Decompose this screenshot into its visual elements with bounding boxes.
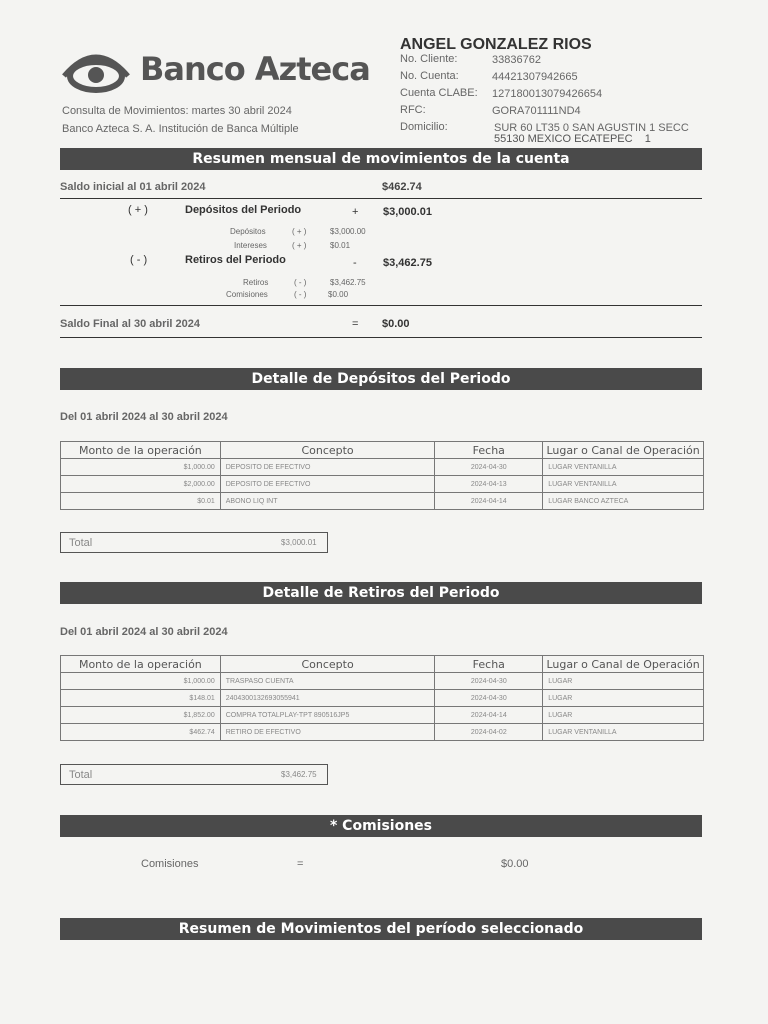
saldo-inicial-value: $462.74 [382, 181, 422, 193]
field-clabe: Cuenta CLABE: 127180013079426654 [400, 87, 603, 100]
int-detail-sign: ( + ) [292, 241, 307, 250]
dep-detail-label: Depósitos [230, 227, 266, 236]
divider [60, 305, 702, 306]
depositos-header: Detalle de Depósitos del Periodo [60, 368, 702, 390]
table-row: $1,852.00 COMPRA TOTALPLAY-TPT 890516JP5 2024-04-14 LUGAR [61, 707, 704, 724]
depositos-total [60, 532, 328, 553]
ret-detail-label: Retiros [243, 278, 269, 287]
col-concepto: Concepto [220, 656, 435, 673]
divider [60, 198, 702, 199]
com-detail-value: $0.00 [328, 290, 349, 299]
ret-detail-sign: ( - ) [294, 278, 307, 287]
bank-logo [60, 44, 380, 96]
depositos-op: + [352, 206, 359, 218]
customer-name: ANGEL GONZALEZ RIOS [400, 36, 592, 53]
col-concepto: Concepto [220, 442, 435, 459]
table-row: $1,000.00 DEPOSITO DE EFECTIVO 2024-04-30 LUGAR VENTANILLA [61, 459, 704, 476]
saldo-final-value: $0.00 [382, 318, 410, 330]
depositos-period: Del 01 abril 2024 al 30 abril 2024 [60, 411, 228, 423]
retiros-label: Retiros del Periodo [185, 254, 286, 266]
address-line2: 55130 MEXICO ECATEPEC 1 [494, 133, 651, 145]
retiros-period: Del 01 abril 2024 al 30 abril 2024 [60, 626, 228, 638]
table-header-row [61, 442, 704, 459]
table-row: $2,000.00 DEPOSITO DE EFECTIVO 2024-04-13 LUGAR VENTANILLA [61, 476, 704, 493]
comisiones-op: = [297, 858, 304, 870]
retiros-header: Detalle de Retiros del Periodo [60, 582, 702, 604]
consulta-date: Consulta de Movimientos: martes 30 abril 2024 [62, 105, 292, 117]
retiros-op: - [353, 257, 357, 269]
ret-detail-value: $3,462.75 [330, 278, 366, 287]
int-detail-label: Intereses [234, 241, 267, 250]
customer-fields [400, 53, 710, 138]
saldo-inicial-label: Saldo inicial al 01 abril 2024 [60, 181, 206, 193]
divider [60, 337, 702, 338]
col-fecha: Fecha [435, 656, 543, 673]
resumen-final-header: Resumen de Movimientos del período seleccionado [60, 918, 702, 940]
table-row: $148.01 2404300132693055941 2024-04-30 LUGAR [61, 690, 704, 707]
com-detail-label: Comisiones [226, 290, 268, 299]
comisiones-header: * Comisiones [60, 815, 702, 837]
col-monto: Monto de la operación [61, 442, 221, 459]
table-row: $462.74 RETIRO DE EFECTIVO 2024-04-02 LUGAR VENTANILLA [61, 724, 704, 741]
retiros-table [60, 655, 704, 741]
total-value: $3,000.01 [281, 538, 317, 547]
retiros-total [60, 764, 328, 785]
col-lugar: Lugar o Canal de Operación [543, 442, 704, 459]
field-rfc: RFC: GORA701111ND4 [400, 104, 581, 117]
col-lugar: Lugar o Canal de Operación [543, 656, 704, 673]
table-row: $0.01 ABONO LIQ INT 2024-04-14 LUGAR BANCO AZTECA [61, 493, 704, 510]
col-fecha: Fecha [435, 442, 543, 459]
field-cuenta: No. Cuenta: 44421307942665 [400, 70, 578, 83]
depositos-table [60, 441, 704, 510]
depositos-value: $3,000.01 [383, 206, 432, 218]
total-value: $3,462.75 [281, 770, 317, 779]
field-cliente: No. Cliente: 33836762 [400, 53, 541, 66]
field-domicilio: Domicilio: SUR 60 LT35 0 SAN AGUSTIN 1 SECC [400, 121, 689, 134]
com-detail-sign: ( - ) [294, 290, 307, 299]
table-row: $1,000.00 TRASPASO CUENTA 2024-04-30 LUGAR [61, 673, 704, 690]
total-label: Total [69, 769, 93, 781]
saldo-final-op: = [352, 318, 359, 330]
retiros-sign: ( - ) [130, 254, 148, 266]
col-monto: Monto de la operación [61, 656, 221, 673]
dep-detail-value: $3,000.00 [330, 227, 366, 236]
bank-name: Banco Azteca [140, 50, 370, 88]
retiros-value: $3,462.75 [383, 257, 432, 269]
azteca-logo-icon [60, 44, 132, 94]
institution-name: Banco Azteca S. A. Institución de Banca Múltiple [62, 123, 299, 135]
total-label: Total [69, 537, 93, 549]
int-detail-value: $0.01 [330, 241, 351, 250]
depositos-label: Depósitos del Periodo [185, 204, 302, 216]
comisiones-value: $0.00 [501, 858, 529, 870]
dep-detail-sign: ( + ) [292, 227, 307, 236]
comisiones-label: Comisiones [141, 858, 199, 870]
depositos-sign: ( + ) [128, 204, 148, 216]
summary-header: Resumen mensual de movimientos de la cuenta [60, 148, 702, 170]
table-header-row [61, 656, 704, 673]
saldo-final-label: Saldo Final al 30 abril 2024 [60, 318, 201, 330]
